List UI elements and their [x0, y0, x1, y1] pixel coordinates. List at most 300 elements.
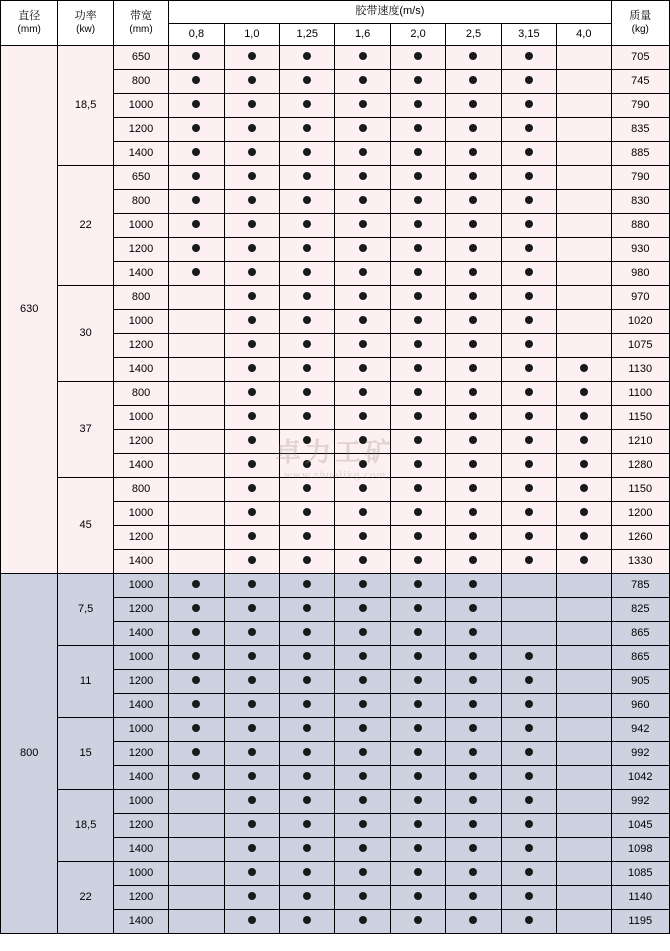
- cell-speed-marked: [390, 310, 445, 334]
- cell-speed-marked: [390, 358, 445, 382]
- cell-speed-marked: [280, 406, 335, 430]
- availability-dot-icon: [525, 100, 533, 108]
- availability-dot-icon: [469, 604, 477, 612]
- cell-speed-marked: [390, 886, 445, 910]
- cell-speed-marked: [224, 382, 279, 406]
- availability-dot-icon: [248, 820, 256, 828]
- cell-power: 11: [58, 646, 113, 718]
- availability-dot-icon: [469, 388, 477, 396]
- availability-dot-icon: [248, 388, 256, 396]
- cell-speed-marked: [280, 46, 335, 70]
- availability-dot-icon: [414, 52, 422, 60]
- availability-dot-icon: [414, 508, 422, 516]
- availability-dot-icon: [359, 484, 367, 492]
- cell-mass: 970: [611, 286, 669, 310]
- availability-dot-icon: [469, 580, 477, 588]
- cell-speed-marked: [501, 406, 556, 430]
- cell-speed-marked: [280, 670, 335, 694]
- availability-dot-icon: [414, 532, 422, 540]
- cell-belt-width: 1000: [113, 718, 168, 742]
- availability-dot-icon: [248, 844, 256, 852]
- cell-speed-marked: [224, 526, 279, 550]
- availability-dot-icon: [525, 484, 533, 492]
- availability-dot-icon: [414, 676, 422, 684]
- cell-speed-empty: [169, 910, 224, 934]
- table-row: [1, 574, 670, 598]
- availability-dot-icon: [525, 844, 533, 852]
- availability-dot-icon: [359, 508, 367, 516]
- cell-mass: 865: [611, 622, 669, 646]
- availability-dot-icon: [525, 316, 533, 324]
- cell-belt-width: 1200: [113, 886, 168, 910]
- cell-speed-marked: [280, 94, 335, 118]
- cell-speed-marked: [280, 166, 335, 190]
- cell-speed-marked: [446, 454, 501, 478]
- table-row: [1, 382, 670, 406]
- availability-dot-icon: [580, 556, 588, 564]
- availability-dot-icon: [359, 892, 367, 900]
- cell-speed-marked: [446, 334, 501, 358]
- cell-speed-marked: [335, 142, 390, 166]
- cell-speed-marked: [224, 454, 279, 478]
- cell-speed-marked: [446, 814, 501, 838]
- cell-belt-width: 1400: [113, 358, 168, 382]
- cell-speed-marked: [446, 790, 501, 814]
- header-belt-width-unit: (mm): [129, 23, 153, 35]
- cell-mass: 992: [611, 790, 669, 814]
- availability-dot-icon: [469, 148, 477, 156]
- cell-speed-empty: [557, 118, 611, 142]
- availability-dot-icon: [303, 892, 311, 900]
- cell-speed-marked: [224, 118, 279, 142]
- cell-speed-marked: [446, 142, 501, 166]
- availability-dot-icon: [303, 844, 311, 852]
- availability-dot-icon: [248, 76, 256, 84]
- availability-dot-icon: [414, 220, 422, 228]
- cell-speed-marked: [224, 262, 279, 286]
- cell-speed-marked: [280, 550, 335, 574]
- availability-dot-icon: [248, 868, 256, 876]
- cell-speed-marked: [446, 286, 501, 310]
- cell-speed-marked: [280, 286, 335, 310]
- cell-speed-marked: [224, 478, 279, 502]
- cell-mass: 1150: [611, 406, 669, 430]
- availability-dot-icon: [248, 700, 256, 708]
- cell-belt-width: 1400: [113, 550, 168, 574]
- availability-dot-icon: [248, 100, 256, 108]
- table-row: [1, 478, 670, 502]
- availability-dot-icon: [359, 364, 367, 372]
- table-body: [1, 46, 670, 934]
- availability-dot-icon: [248, 148, 256, 156]
- cell-speed-marked: [224, 550, 279, 574]
- availability-dot-icon: [303, 76, 311, 84]
- availability-dot-icon: [303, 196, 311, 204]
- availability-dot-icon: [303, 52, 311, 60]
- cell-speed-marked: [169, 142, 224, 166]
- availability-dot-icon: [303, 532, 311, 540]
- cell-power: 30: [58, 286, 113, 382]
- cell-belt-width: 1200: [113, 334, 168, 358]
- header-diameter-label: 直径: [18, 9, 41, 22]
- cell-belt-width: 800: [113, 382, 168, 406]
- cell-speed-marked: [446, 478, 501, 502]
- availability-dot-icon: [303, 652, 311, 660]
- cell-speed-marked: [501, 238, 556, 262]
- availability-dot-icon: [359, 100, 367, 108]
- cell-speed-marked: [390, 406, 445, 430]
- cell-speed-marked: [446, 430, 501, 454]
- cell-speed-marked: [501, 526, 556, 550]
- cell-speed-marked: [280, 454, 335, 478]
- availability-dot-icon: [414, 292, 422, 300]
- availability-dot-icon: [469, 796, 477, 804]
- availability-dot-icon: [359, 580, 367, 588]
- cell-mass: 1085: [611, 862, 669, 886]
- cell-speed-marked: [335, 670, 390, 694]
- availability-dot-icon: [303, 268, 311, 276]
- cell-speed-empty: [557, 910, 611, 934]
- cell-speed-marked: [169, 622, 224, 646]
- cell-speed-marked: [335, 382, 390, 406]
- cell-speed-marked: [446, 502, 501, 526]
- cell-power: 45: [58, 478, 113, 574]
- header-diameter-unit: (mm): [17, 23, 41, 35]
- cell-belt-width: 800: [113, 286, 168, 310]
- cell-speed-empty: [557, 262, 611, 286]
- availability-dot-icon: [248, 364, 256, 372]
- availability-dot-icon: [303, 292, 311, 300]
- cell-speed-empty: [557, 70, 611, 94]
- cell-speed-empty: [557, 694, 611, 718]
- cell-speed-marked: [335, 190, 390, 214]
- cell-speed-marked: [280, 478, 335, 502]
- availability-dot-icon: [525, 268, 533, 276]
- cell-speed-marked: [335, 718, 390, 742]
- table-row: [1, 862, 670, 886]
- availability-dot-icon: [248, 268, 256, 276]
- availability-dot-icon: [248, 412, 256, 420]
- cell-speed-marked: [335, 334, 390, 358]
- cell-speed-marked: [335, 358, 390, 382]
- availability-dot-icon: [469, 820, 477, 828]
- cell-mass: 1260: [611, 526, 669, 550]
- cell-speed-empty: [501, 598, 556, 622]
- availability-dot-icon: [248, 604, 256, 612]
- cell-speed-marked: [501, 262, 556, 286]
- cell-speed-marked: [335, 166, 390, 190]
- availability-dot-icon: [525, 556, 533, 564]
- cell-mass: 1210: [611, 430, 669, 454]
- availability-dot-icon: [303, 772, 311, 780]
- availability-dot-icon: [303, 748, 311, 756]
- cell-speed-empty: [169, 406, 224, 430]
- cell-mass: 992: [611, 742, 669, 766]
- availability-dot-icon: [303, 580, 311, 588]
- availability-dot-icon: [525, 652, 533, 660]
- cell-power: 22: [58, 166, 113, 286]
- cell-speed-marked: [390, 118, 445, 142]
- cell-speed-marked: [280, 862, 335, 886]
- cell-belt-width: 1200: [113, 430, 168, 454]
- availability-dot-icon: [525, 412, 533, 420]
- cell-speed-marked: [169, 190, 224, 214]
- header-speed-7: 4,0: [557, 24, 611, 46]
- availability-dot-icon: [359, 796, 367, 804]
- availability-dot-icon: [192, 76, 200, 84]
- availability-dot-icon: [414, 436, 422, 444]
- cell-speed-marked: [224, 574, 279, 598]
- cell-belt-width: 1400: [113, 622, 168, 646]
- cell-speed-empty: [169, 358, 224, 382]
- cell-diameter: 800: [1, 574, 58, 934]
- cell-mass: 905: [611, 670, 669, 694]
- cell-speed-marked: [390, 598, 445, 622]
- cell-speed-marked: [446, 646, 501, 670]
- cell-power: 7,5: [58, 574, 113, 646]
- cell-speed-marked: [224, 358, 279, 382]
- cell-speed-empty: [557, 646, 611, 670]
- cell-speed-marked: [335, 502, 390, 526]
- cell-speed-marked: [501, 358, 556, 382]
- availability-dot-icon: [248, 484, 256, 492]
- cell-belt-width: 1400: [113, 766, 168, 790]
- cell-speed-marked: [224, 46, 279, 70]
- cell-mass: 1020: [611, 310, 669, 334]
- availability-dot-icon: [248, 124, 256, 132]
- availability-dot-icon: [303, 484, 311, 492]
- availability-dot-icon: [414, 316, 422, 324]
- cell-mass: 790: [611, 166, 669, 190]
- cell-speed-marked: [224, 406, 279, 430]
- cell-speed-empty: [557, 94, 611, 118]
- cell-speed-marked: [335, 598, 390, 622]
- cell-speed-empty: [169, 334, 224, 358]
- availability-dot-icon: [303, 508, 311, 516]
- availability-dot-icon: [414, 148, 422, 156]
- cell-speed-marked: [224, 718, 279, 742]
- availability-dot-icon: [192, 220, 200, 228]
- cell-speed-marked: [501, 214, 556, 238]
- cell-speed-marked: [280, 814, 335, 838]
- availability-dot-icon: [414, 412, 422, 420]
- cell-speed-marked: [169, 94, 224, 118]
- availability-dot-icon: [525, 148, 533, 156]
- availability-dot-icon: [414, 916, 422, 924]
- cell-speed-marked: [446, 262, 501, 286]
- availability-dot-icon: [580, 508, 588, 516]
- cell-speed-marked: [280, 238, 335, 262]
- availability-dot-icon: [469, 484, 477, 492]
- header-diameter: [1, 1, 58, 46]
- cell-speed-marked: [446, 526, 501, 550]
- cell-speed-marked: [224, 214, 279, 238]
- availability-dot-icon: [192, 100, 200, 108]
- cell-speed-marked: [501, 670, 556, 694]
- cell-speed-empty: [557, 838, 611, 862]
- availability-dot-icon: [469, 724, 477, 732]
- availability-dot-icon: [303, 220, 311, 228]
- cell-power: 18,5: [58, 790, 113, 862]
- cell-mass: 942: [611, 718, 669, 742]
- header-belt-width-label: 带宽: [130, 9, 153, 22]
- cell-mass: 830: [611, 190, 669, 214]
- cell-speed-marked: [501, 502, 556, 526]
- header-speed-0: 0,8: [169, 24, 224, 46]
- cell-belt-width: 1400: [113, 454, 168, 478]
- cell-speed-marked: [446, 382, 501, 406]
- cell-mass: 1098: [611, 838, 669, 862]
- cell-speed-marked: [446, 622, 501, 646]
- availability-dot-icon: [303, 916, 311, 924]
- cell-power: 18,5: [58, 46, 113, 166]
- availability-dot-icon: [525, 460, 533, 468]
- cell-mass: 1330: [611, 550, 669, 574]
- availability-dot-icon: [525, 124, 533, 132]
- cell-speed-marked: [446, 214, 501, 238]
- cell-power: 22: [58, 862, 113, 934]
- cell-speed-marked: [446, 190, 501, 214]
- availability-dot-icon: [303, 100, 311, 108]
- availability-dot-icon: [469, 100, 477, 108]
- cell-speed-marked: [224, 766, 279, 790]
- availability-dot-icon: [469, 772, 477, 780]
- cell-mass: 745: [611, 70, 669, 94]
- availability-dot-icon: [525, 700, 533, 708]
- availability-dot-icon: [303, 148, 311, 156]
- cell-speed-marked: [390, 574, 445, 598]
- availability-dot-icon: [414, 484, 422, 492]
- cell-mass: 1100: [611, 382, 669, 406]
- availability-dot-icon: [248, 916, 256, 924]
- availability-dot-icon: [469, 676, 477, 684]
- cell-speed-marked: [501, 646, 556, 670]
- cell-power: 37: [58, 382, 113, 478]
- cell-speed-marked: [335, 862, 390, 886]
- cell-speed-marked: [446, 694, 501, 718]
- cell-speed-marked: [390, 742, 445, 766]
- availability-dot-icon: [580, 532, 588, 540]
- header-power-unit: (kw): [76, 23, 96, 35]
- availability-dot-icon: [359, 820, 367, 828]
- availability-dot-icon: [525, 244, 533, 252]
- cell-belt-width: 1400: [113, 910, 168, 934]
- watermark-main-text: 卓力工矿: [274, 438, 395, 467]
- availability-dot-icon: [303, 364, 311, 372]
- cell-speed-marked: [335, 262, 390, 286]
- cell-speed-empty: [557, 238, 611, 262]
- availability-dot-icon: [580, 364, 588, 372]
- availability-dot-icon: [414, 772, 422, 780]
- availability-dot-icon: [359, 844, 367, 852]
- availability-dot-icon: [414, 76, 422, 84]
- cell-speed-empty: [169, 430, 224, 454]
- cell-speed-marked: [501, 142, 556, 166]
- header-speed-3: 1,6: [335, 24, 390, 46]
- cell-speed-empty: [557, 46, 611, 70]
- cell-speed-marked: [390, 142, 445, 166]
- cell-speed-empty: [169, 502, 224, 526]
- availability-dot-icon: [248, 316, 256, 324]
- cell-speed-marked: [169, 70, 224, 94]
- cell-speed-marked: [557, 430, 611, 454]
- cell-speed-marked: [501, 118, 556, 142]
- cell-speed-marked: [501, 694, 556, 718]
- table-row: [1, 718, 670, 742]
- availability-dot-icon: [469, 532, 477, 540]
- header-mass-unit: (kg): [631, 23, 649, 35]
- cell-speed-marked: [501, 790, 556, 814]
- cell-speed-marked: [501, 454, 556, 478]
- cell-speed-marked: [335, 286, 390, 310]
- cell-speed-empty: [557, 598, 611, 622]
- cell-speed-marked: [224, 286, 279, 310]
- header-speed-2: 1,25: [280, 24, 335, 46]
- cell-speed-empty: [557, 574, 611, 598]
- cell-speed-marked: [169, 598, 224, 622]
- watermark-sub-text: www.zhuolikg.com: [283, 469, 387, 481]
- cell-speed-marked: [557, 454, 611, 478]
- availability-dot-icon: [248, 772, 256, 780]
- cell-speed-marked: [446, 886, 501, 910]
- availability-dot-icon: [525, 892, 533, 900]
- cell-speed-marked: [224, 238, 279, 262]
- cell-speed-marked: [224, 910, 279, 934]
- cell-speed-marked: [169, 238, 224, 262]
- cell-speed-marked: [501, 166, 556, 190]
- cell-speed-marked: [501, 70, 556, 94]
- cell-speed-empty: [557, 214, 611, 238]
- cell-speed-marked: [280, 910, 335, 934]
- availability-dot-icon: [525, 436, 533, 444]
- cell-belt-width: 1000: [113, 646, 168, 670]
- cell-speed-marked: [390, 262, 445, 286]
- availability-dot-icon: [303, 412, 311, 420]
- cell-speed-marked: [224, 598, 279, 622]
- cell-speed-marked: [335, 454, 390, 478]
- availability-dot-icon: [192, 772, 200, 780]
- cell-mass: 1200: [611, 502, 669, 526]
- availability-dot-icon: [525, 364, 533, 372]
- cell-speed-marked: [335, 430, 390, 454]
- cell-speed-marked: [335, 646, 390, 670]
- availability-dot-icon: [248, 532, 256, 540]
- availability-dot-icon: [469, 652, 477, 660]
- cell-speed-marked: [224, 502, 279, 526]
- availability-dot-icon: [525, 340, 533, 348]
- availability-dot-icon: [192, 604, 200, 612]
- cell-belt-width: 1000: [113, 502, 168, 526]
- cell-speed-marked: [390, 646, 445, 670]
- cell-mass: 785: [611, 574, 669, 598]
- availability-dot-icon: [525, 820, 533, 828]
- availability-dot-icon: [414, 604, 422, 612]
- availability-dot-icon: [469, 916, 477, 924]
- cell-speed-marked: [390, 550, 445, 574]
- availability-dot-icon: [359, 148, 367, 156]
- availability-dot-icon: [414, 100, 422, 108]
- availability-dot-icon: [525, 532, 533, 540]
- cell-speed-marked: [501, 478, 556, 502]
- cell-speed-marked: [224, 622, 279, 646]
- cell-speed-marked: [446, 838, 501, 862]
- availability-dot-icon: [248, 652, 256, 660]
- cell-speed-marked: [501, 838, 556, 862]
- cell-belt-width: 1000: [113, 94, 168, 118]
- cell-speed-marked: [280, 718, 335, 742]
- availability-dot-icon: [303, 124, 311, 132]
- cell-speed-empty: [557, 742, 611, 766]
